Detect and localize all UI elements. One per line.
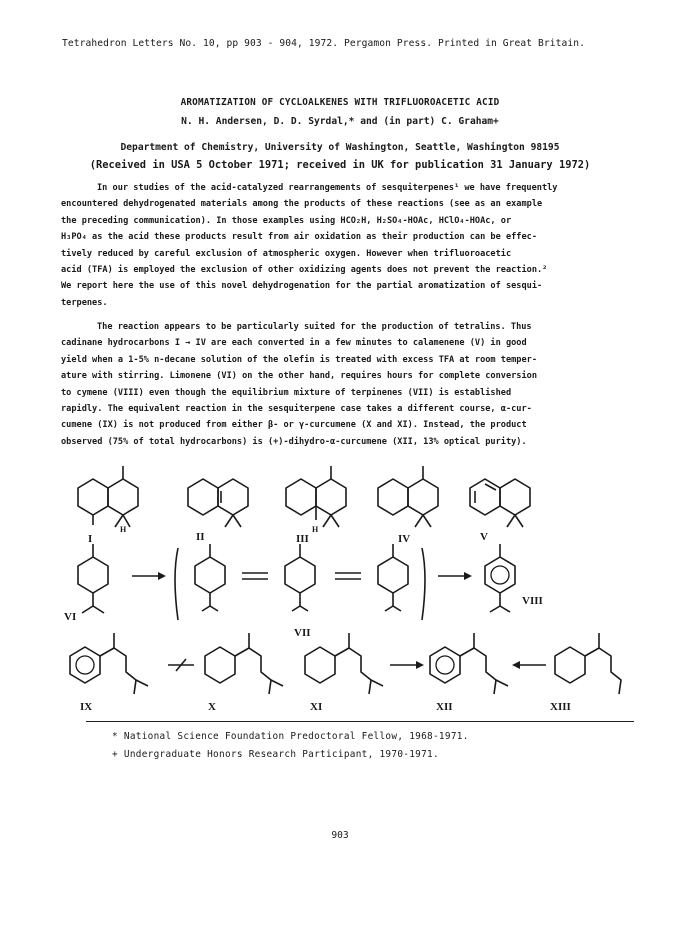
label-I: I [88,533,93,545]
label-VII: VII [294,627,311,639]
text-line: cadinane hydrocarbons I → IV are each converted in a few minutes to calamenene (V) in good [61,338,527,349]
structure-II [188,479,248,527]
label-XII: XII [436,701,453,713]
label-V: V [480,531,488,543]
text-line: tively reduced by careful exclusion of atmospheric oxygen. However when trifluoroacetic [61,248,512,259]
structure-IV [378,466,438,527]
structure-X [205,633,283,694]
label-IX: IX [80,701,93,713]
atom-label-h: H [312,525,319,534]
text-line: In our studies of the acid-catalyzed rearrangements of sesquiterpenes¹ we have frequently [97,183,558,193]
structure-VI [78,544,108,613]
label-VIII: VIII [522,595,543,607]
label-IV: IV [398,533,411,545]
text-line: to cymene (VIII) even though the equilibrium mixture of terpinenes (VII) is established [61,387,512,398]
footnote: + Undergraduate Honors Research Participant, 1970-1971. [112,749,439,760]
text-line: the preceding communication). In those examples using HCO₂H, H₂SO₄-HOAc, HClO₄-HOAc, or [61,215,512,226]
author-line: N. H. Andersen, D. D. Syrdal,* and (in part) C. Graham+ [181,116,499,127]
structure-IX [70,633,148,694]
text-line: encountered dehydrogenated materials among the products of these reactions (see as an example [61,199,543,210]
label-II: II [196,531,205,543]
paragraph-results [61,319,621,450]
journal-header: Tetrahedron Letters No. 10, pp 903 - 904, 1972. Pergamon Press. Printed in Great Britain. [62,38,585,49]
structure-XIII [555,633,621,694]
footnote-rule [86,721,634,722]
paragraph-intro [61,180,621,311]
article-title: AROMATIZATION OF CYCLOALKENES WITH TRIFLUOROACETIC ACID [180,97,500,108]
structure-V [470,479,530,527]
text-line: The reaction appears to be particularly suited for the production of tetralins. Thus [97,322,532,332]
affiliation: Department of Chemistry, University of Washington, Seattle, Washington 98195 [120,142,560,153]
atom-label-h: H [120,525,127,534]
received-dates: (Received in USA 5 October 1971; received in UK for publication 31 January 1972) [89,159,591,171]
structure-III [286,466,346,527]
text-line: cumene (IX) is not produced from either β- or γ-curcumene (X and XI). Instead, the product [61,420,527,431]
text-line: observed (75% of total hydrocarbons) is (+)-dihydro-α-curcumene (XII, 13% optical purity). [61,436,527,447]
footnote: * National Science Foundation Predoctoral Fellow, 1968-1971. [112,731,469,742]
text-line: yield when a 1-5% n-decane solution of the olefin is treated with excess TFA at room temper- [61,354,537,365]
label-XIII: XIII [550,701,571,713]
structure-XI [305,633,383,694]
text-line: acid (TFA) is employed the exclusion of other oxidizing agents does not prevent the reaction.² [61,264,548,275]
text-line: ature with stirring. Limonene (VI) on the other hand, requires hours for complete conversion [61,371,537,382]
label-III: III [296,533,309,545]
text-line: We report here the use of this novel dehydrogenation for the partial aromatization of sesqui- [61,281,543,292]
structure-VII-a [195,544,225,611]
text-line: H₃PO₄ as the acid these products result from air oxidation as their production can be effec- [61,232,537,243]
structure-XII [430,633,508,694]
page-number: 903 [331,830,349,841]
text-line: rapidly. The equivalent reaction in the sesquiterpene case takes a different course, α-cur- [61,403,532,414]
label-VI: VI [64,611,77,623]
structure-VII-b [285,544,315,611]
structure-I [78,466,138,527]
structure-VII-c [378,544,408,611]
text-line: terpenes. [61,297,108,308]
label-XI: XI [310,701,323,713]
structure-VIII [485,544,515,612]
structure-figure [60,458,630,718]
label-X: X [208,701,216,713]
